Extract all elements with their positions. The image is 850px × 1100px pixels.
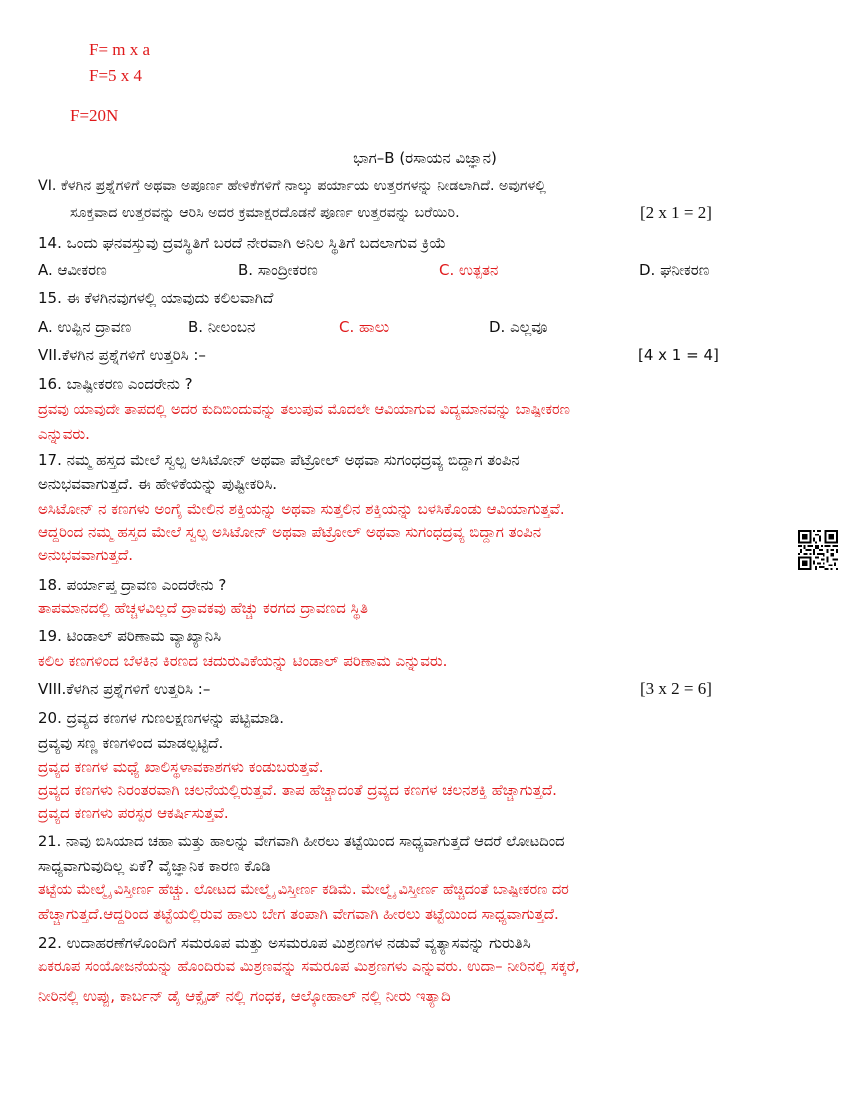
- answer-22-line-1: ಏಕರೂಪ ಸಂಯೋಜನೆಯನ್ನು ಹೊಂದಿರುವ ಮಿಶ್ರಣವನ್ನು ಸಮರೂಪ ಮಿಶ್ರಣಗಳು ಎನ್ನುವರು. ಉದಾ– ನೀರಿನಲ್ಲಿ ಸಕ್ಕರೆ,: [38, 958, 580, 975]
- q14-option-a: A. ಆವೀಕರಣ: [38, 261, 107, 279]
- question-20: 20. ದ್ರವ್ಯದ ಕಣಗಳ ಗುಣಲಕ್ಷಣಗಳನ್ನು ಪಟ್ಟಿಮಾಡಿ.: [38, 709, 284, 727]
- answer-16-line-1: ದ್ರವವು ಯಾವುದೇ ತಾಪದಲ್ಲಿ ಅದರ ಕುದಿಬಿಂದುವನ್ನು ತಲುಪುವ ಮೊದಲೇ ಆವಿಯಾಗುವ ವಿದ್ಯಮಾನವನ್ನು ಬಾಷ್ಪೀಕರಣ: [38, 402, 570, 418]
- answer-18: ತಾಪಮಾನದಲ್ಲಿ ಹೆಚ್ಚಳವಿಲ್ಲದೆ ದ್ರಾವಕವು ಹೆಚ್ಚು ಕರಗದ ದ್ರಾವಣದ ಸ್ಥಿತಿ: [38, 599, 369, 617]
- sec7-marks: [4 x 1 = 4]: [638, 346, 719, 364]
- answer-20-line-3: ದ್ರವ್ಯದ ಕಣಗಳು ಪರಸ್ಪರ ಆಕರ್ಷಿಸುತ್ತವೆ.: [38, 804, 229, 822]
- q14-option-d: D. ಘನೀಕರಣ: [639, 261, 710, 279]
- formula-result: F=20N: [70, 106, 119, 125]
- answer-21-line-1: ತಟ್ಟೆಯ ಮೇಲ್ಮೈ ವಿಸ್ತೀರ್ಣ ಹೆಚ್ಚು. ಲೋಟದ ಮೇಲ್ಮೈ ವಿಸ್ತೀರ್ಣ ಕಡಿಮೆ. ಮೇಲ್ಮೈ ವಿಸ್ತೀರ್ಣ ಹೆಚ್ಚಿದಂತೆ ಬಾಷ್ಪೀಕರಣ ದರ: [38, 882, 569, 898]
- formula-line-2: F=5 x 4: [89, 66, 143, 85]
- answer-17-line-2: ಆದ್ದರಿಂದ ನಮ್ಮ ಹಸ್ತದ ಮೇಲೆ ಸ್ವಲ್ಪ ಅಸಿಟೋನ್ ಅಥವಾ ಪೆಟ್ರೋಲ್ ಅಥವಾ ಸುಗಂಧದ್ರವ್ಯ ಬಿದ್ದಾಗ ತಂಪಿನ: [38, 523, 542, 541]
- question-22: 22. ಉದಾಹರಣೆಗಳೊಂದಿಗೆ ಸಮರೂಪ ಮತ್ತು ಅಸಮರೂಪ ಮಿಶ್ರಣಗಳ ನಡುವೆ ವ್ಯತ್ಯಾಸವನ್ನು ಗುರುತಿಸಿ: [38, 934, 531, 952]
- q15-option-b: B. ನೀಲಂಬನ: [188, 318, 256, 336]
- question-16: 16. ಬಾಷ್ಪೀಕರಣ ಎಂದರೇನು ?: [38, 375, 193, 393]
- answer-20-line-0: ದ್ರವ್ಯವು ಸಣ್ಣ ಕಣಗಳಿಂದ ಮಾಡಲ್ಪಟ್ಟಿದೆ.: [38, 734, 224, 752]
- qr-code-icon: [798, 530, 838, 570]
- q15-option-a: A. ಉಪ್ಪಿನ ದ್ರಾವಣ: [38, 318, 132, 336]
- question-14: 14. ಒಂದು ಘನವಸ್ತುವು ದ್ರವಸ್ಥಿತಿಗೆ ಬರದೆ ನೇರವಾಗಿ ಅನಿಲ ಸ್ಥಿತಿಗೆ ಬದಲಾಗುವ ಕ್ರಿಯೆ: [38, 234, 447, 252]
- answer-16-line-2: ಎನ್ನುವರು.: [38, 425, 90, 443]
- q14-option-b: B. ಸಾಂದ್ರೀಕರಣ: [238, 261, 318, 279]
- answer-19: ಕಲಿಲ ಕಣಗಳಿಂದ ಬೆಳಕಿನ ಕಿರಣದ ಚದುರುವಿಕೆಯನ್ನು ಟಿಂಡಾಲ್ ಪರಿಣಾಮ ಎನ್ನುವರು.: [38, 652, 448, 670]
- answer-21-line-2: ಹೆಚ್ಚಾಗುತ್ತದೆ.ಆದ್ದರಿಂದ ತಟ್ಟೆಯಲ್ಲಿರುವ ಹಾಲು ಬೇಗ ತಂಪಾಗಿ ವೇಗವಾಗಿ ಹೀರಲು ತಟ್ಟೆಯಿಂದ ಸಾಧ್ಯವಾಗುತ್ತದೆ.: [38, 905, 559, 923]
- q14-option-c: C. ಉತ್ಪತನ: [439, 261, 499, 279]
- answer-22-line-2: ನೀರಿನಲ್ಲಿ ಉಪ್ಪು, ಕಾರ್ಬನ್ ಡೈ ಆಕ್ಸೈಡ್ ನಲ್ಲಿ ಗಂಧಕ, ಆಲ್ಕೋಹಾಲ್ ನಲ್ಲಿ ನೀರು ಇತ್ಯಾದಿ: [38, 987, 451, 1005]
- question-21-line-2: ಸಾಧ್ಯವಾಗುವುದಿಲ್ಲ ಏಕೆ? ವೈಜ್ಞಾನಿಕ ಕಾರಣ ಕೊಡಿ: [38, 857, 271, 875]
- question-21-line-1: 21. ನಾವು ಬಿಸಿಯಾದ ಚಹಾ ಮತ್ತು ಹಾಲನ್ನು ವೇಗವಾಗಿ ಹೀರಲು ತಟ್ಟೆಯಿಂದ ಸಾಧ್ಯವಾಗುತ್ತದೆ ಆದರೆ ಲೋಟದಿಂದ: [38, 833, 565, 850]
- q15-option-d: D. ಎಲ್ಲವೂ: [489, 318, 548, 336]
- question-15: 15. ಈ ಕೆಳಗಿನವುಗಳಲ್ಲಿ ಯಾವುದು ಕಲಿಲವಾಗಿದೆ: [38, 289, 274, 307]
- question-18: 18. ಪರ್ಯಾಪ್ತ ದ್ರಾವಣ ಎಂದರೇನು ?: [38, 576, 227, 594]
- question-19: 19. ಟಿಂಡಾಲ್ ಪರಿಣಾಮ ವ್ಯಾಖ್ಯಾನಿಸಿ: [38, 627, 222, 645]
- sec7-heading: VII.ಕೆಳಗಿನ ಪ್ರಶ್ನೆಗಳಿಗೆ ಉತ್ತರಿಸಿ :–: [38, 346, 206, 364]
- sec6-heading-line-1: VI. ಕೆಳಗಿನ ಪ್ರಶ್ನೆಗಳಿಗೆ ಅಥವಾ ಅಪೂರ್ಣ ಹೇಳಿಕೆಗಳಿಗೆ ನಾಲ್ಕು ಪರ್ಯಾಯ ಉತ್ತರಗಳನ್ನು ನೀಡಲಾಗಿದೆ. ಅವುಗಳಲ್ಲಿ: [38, 178, 547, 194]
- section-title: ಭಾಗ–B (ರಸಾಯನ ವಿಜ್ಞಾನ): [353, 149, 497, 167]
- answer-20-line-1: ದ್ರವ್ಯದ ಕಣಗಳ ಮಧ್ಯೆ ಖಾಲಿಸ್ಥಳಾವಕಾಶಗಳು ಕಂಡುಬರುತ್ತವೆ.: [38, 758, 324, 776]
- question-17-line-1: 17. ನಮ್ಮ ಹಸ್ತದ ಮೇಲೆ ಸ್ವಲ್ಪ ಅಸಿಟೋನ್ ಅಥವಾ ಪೆಟ್ರೋಲ್ ಅಥವಾ ಸುಗಂಧದ್ರವ್ಯ ಬಿದ್ದಾಗ ತಂಪಿನ: [38, 451, 520, 469]
- sec6-heading-line-2: ಸೂಕ್ತವಾದ ಉತ್ತರವನ್ನು ಆರಿಸಿ ಅದರ ಕ್ರಮಾಕ್ಷರದೊಡನೆ ಪೂರ್ಣ ಉತ್ತರವನ್ನು ಬರೆಯಿರಿ.: [70, 205, 460, 221]
- sec6-marks: [2 x 1 = 2]: [640, 203, 712, 222]
- q15-option-c: C. ಹಾಲು: [339, 318, 390, 336]
- answer-17-line-3: ಅನುಭವವಾಗುತ್ತದೆ.: [38, 546, 133, 564]
- formula-line-1: F= m x a: [89, 40, 151, 59]
- question-17-line-2: ಅನುಭವವಾಗುತ್ತದೆ. ಈ ಹೇಳಿಕೆಯನ್ನು ಪುಷ್ಟೀಕರಿಸಿ.: [38, 475, 278, 493]
- sec8-marks: [3 x 2 = 6]: [640, 679, 712, 698]
- answer-17-line-1: ಅಸಿಟೋನ್ ನ ಕಣಗಳು ಅಂಗೈ ಮೇಲಿನ ಶಕ್ತಿಯನ್ನು ಅಥವಾ ಸುತ್ತಲಿನ ಶಕ್ತಿಯನ್ನು ಬಳಸಿಕೊಂಡು ಆವಿಯಾಗುತ್ತವೆ.: [38, 500, 565, 518]
- answer-20-line-2: ದ್ರವ್ಯದ ಕಣಗಳು ನಿರಂತರವಾಗಿ ಚಲನೆಯಲ್ಲಿರುತ್ತವೆ. ತಾಪ ಹೆಚ್ಚಾದಂತೆ ದ್ರವ್ಯದ ಕಣಗಳ ಚಲನಶಕ್ತಿ ಹೆಚ್ಚಾಗುತ್ತದೆ.: [38, 781, 557, 799]
- sec8-heading: VIII.ಕೆಳಗಿನ ಪ್ರಶ್ನೆಗಳಿಗೆ ಉತ್ತರಿಸಿ :–: [38, 680, 211, 698]
